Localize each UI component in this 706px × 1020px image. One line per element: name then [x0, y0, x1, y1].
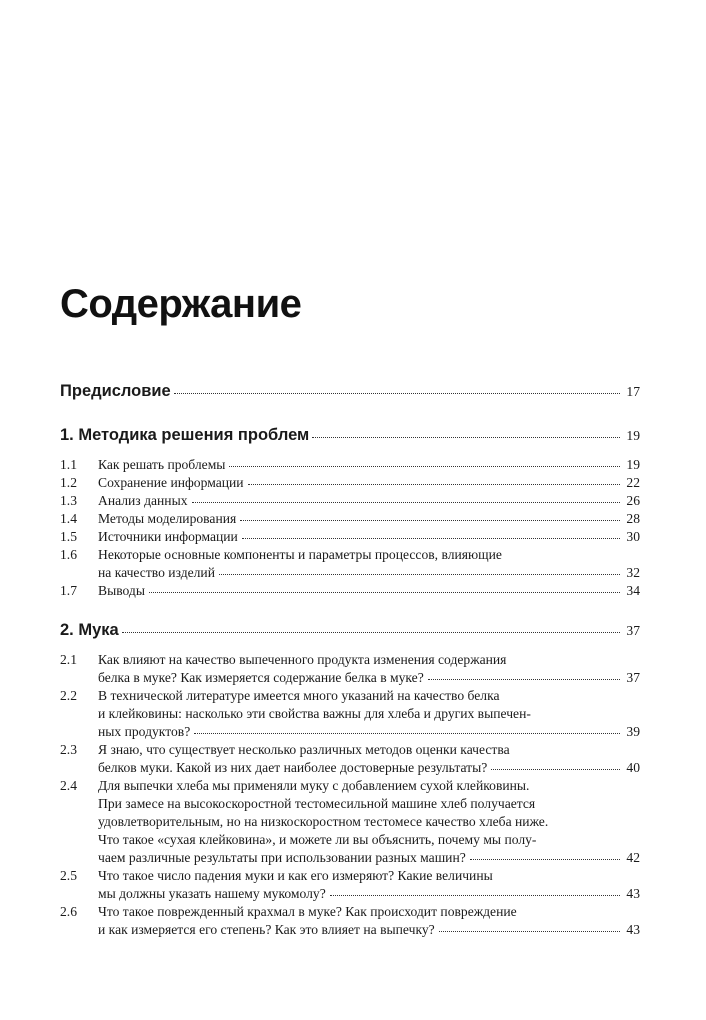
toc-item-title-line: и клейковины: насколько эти свойства важны для хлеба и других выпечен- — [98, 706, 531, 721]
toc-item-title-line: Что такое поврежденный крахмал в муке? Как происходит повреждение — [98, 904, 517, 919]
dot-leader — [428, 679, 620, 680]
toc-page-number: 32 — [626, 565, 640, 580]
toc-item-number: 2.4 — [60, 778, 77, 793]
toc-item-number: 2.3 — [60, 742, 77, 757]
toc-item-title-line: Некоторые основные компоненты и параметры процессов, влияющие — [98, 547, 502, 562]
toc-item-title: белков муки. Какой из них дает наиболее достоверные результаты? — [98, 760, 488, 775]
toc-item-number: 2.2 — [60, 688, 77, 703]
toc-item-title-line: Что такое число падения муки и как его измеряют? Какие величины — [98, 868, 493, 883]
toc-item-title: чаем различные результаты при использовании разных машин? — [98, 850, 466, 865]
dot-leader — [122, 632, 620, 633]
toc-item-1-4[interactable] — [60, 511, 640, 527]
toc-item-title: мы должны указать нашему мукомолу? — [98, 886, 326, 901]
toc-page-number: 40 — [626, 760, 640, 775]
dot-leader — [242, 538, 620, 539]
toc-item-2-4-line — [98, 796, 535, 812]
dot-leader — [149, 592, 620, 593]
toc-item-2-3-line — [60, 742, 510, 758]
toc-item-2-2-line — [60, 688, 500, 704]
dot-leader — [439, 931, 620, 932]
toc-page-number: 37 — [626, 623, 640, 638]
toc-item-2-2[interactable] — [60, 724, 640, 740]
dot-leader — [240, 520, 620, 521]
toc-page-number: 37 — [626, 670, 640, 685]
toc-item-number: 2.6 — [60, 904, 77, 919]
toc-item-title: Сохранение информации — [98, 475, 244, 490]
toc-item-title: Анализ данных — [98, 493, 188, 508]
toc-item-title-line: удовлетворительным, но на низкоскоростном тестомесе качество хлеба ниже. — [98, 814, 549, 829]
toc-page-number: 19 — [626, 428, 640, 443]
toc-item-title: Источники информации — [98, 529, 238, 544]
toc-page-number: 22 — [626, 475, 640, 490]
toc-item-2-4[interactable] — [60, 850, 640, 866]
toc-item-title-line: Для выпечки хлеба мы применяли муку с добавлением сухой клейковины. — [98, 778, 530, 793]
toc-preface[interactable] — [60, 382, 640, 401]
toc-page-number: 34 — [626, 583, 640, 598]
dot-leader — [312, 437, 620, 438]
toc-item-2-1[interactable] — [60, 670, 640, 686]
toc-item-title: Как решать проблемы — [98, 457, 226, 472]
toc-item-2-4-line — [98, 832, 536, 848]
toc-item-number: 1.7 — [60, 583, 77, 598]
toc-item-title-line: Что такое «сухая клейковина», и можете ли вы объяснить, почему мы полу- — [98, 832, 537, 847]
dot-leader — [491, 769, 620, 770]
toc-page-number: 28 — [626, 511, 640, 526]
toc-item-number: 1.1 — [60, 457, 77, 472]
toc-item-title-line: В технической литературе имеется много указаний на качество белка — [98, 688, 500, 703]
dot-leader — [248, 484, 620, 485]
toc-page-number: 43 — [626, 886, 640, 901]
toc-item-1-7[interactable] — [60, 583, 640, 599]
toc-item-number: 2.5 — [60, 868, 77, 883]
dot-leader — [174, 393, 620, 394]
toc-item-title: на качество изделий — [98, 565, 215, 580]
toc-item-1-5[interactable] — [60, 529, 640, 545]
dot-leader — [229, 466, 620, 467]
toc-chapter-2[interactable] — [60, 621, 640, 640]
toc-item-1-1[interactable] — [60, 457, 640, 473]
toc-item-2-4-line — [98, 814, 548, 830]
toc-item-title-line: Я знаю, что существует несколько различных методов оценки качества — [98, 742, 510, 757]
toc-page-number: 43 — [626, 922, 640, 937]
dot-leader — [219, 574, 620, 575]
toc-page-number: 42 — [626, 850, 640, 865]
toc-item-2-2-line — [98, 706, 531, 722]
toc-page-number: 30 — [626, 529, 640, 544]
toc-item-number: 1.6 — [60, 547, 77, 562]
toc-item-2-6-line — [60, 904, 517, 920]
dot-leader — [470, 859, 620, 860]
toc-item-2-1-line — [60, 652, 507, 668]
toc-item-2-5-line — [60, 868, 493, 884]
toc-item-title-line: Как влияют на качество выпеченного продукта изменения содержания — [98, 652, 507, 667]
toc-item-2-6[interactable] — [60, 922, 640, 938]
toc-page-number: 19 — [626, 457, 640, 472]
dot-leader — [192, 502, 620, 503]
toc-item-title: ных продуктов? — [98, 724, 191, 739]
toc-item-title: и как измеряется его степень? Как это влияет на выпечку? — [98, 922, 435, 937]
dot-leader — [330, 895, 620, 896]
toc-item-title-line: При замесе на высокоскоростной тестомесильной машине хлеб получается — [98, 796, 536, 811]
toc-item-2-3[interactable] — [60, 760, 640, 776]
toc-item-number: 1.3 — [60, 493, 77, 508]
toc-chapter-title: 2. Мука — [60, 621, 119, 639]
toc-item-2-5[interactable] — [60, 886, 640, 902]
toc-chapter-1[interactable] — [60, 426, 640, 445]
toc-preface-title: Предисловие — [60, 382, 171, 400]
toc-item-1-2[interactable] — [60, 475, 640, 491]
dot-leader — [194, 733, 620, 734]
page-title: Содержание — [60, 282, 302, 326]
toc-item-number: 2.1 — [60, 652, 77, 667]
toc-item-title: Методы моделирования — [98, 511, 237, 526]
toc-page-number: 39 — [626, 724, 640, 739]
toc-item-2-4-line — [60, 778, 530, 794]
toc-page-number: 26 — [626, 493, 640, 508]
toc-page-number: 17 — [626, 384, 640, 399]
toc-item-title: белка в муке? Как измеряется содержание белка в муке? — [98, 670, 424, 685]
toc-chapter-title: 1. Методика решения проблем — [60, 426, 310, 444]
toc-item-1-6-line — [60, 547, 502, 563]
toc-item-1-3[interactable] — [60, 493, 640, 509]
toc-item-number: 1.5 — [60, 529, 77, 544]
toc-item-1-6[interactable] — [60, 565, 640, 581]
toc-item-number: 1.4 — [60, 511, 77, 526]
toc-item-number: 1.2 — [60, 475, 77, 490]
toc-item-title: Выводы — [98, 583, 145, 598]
